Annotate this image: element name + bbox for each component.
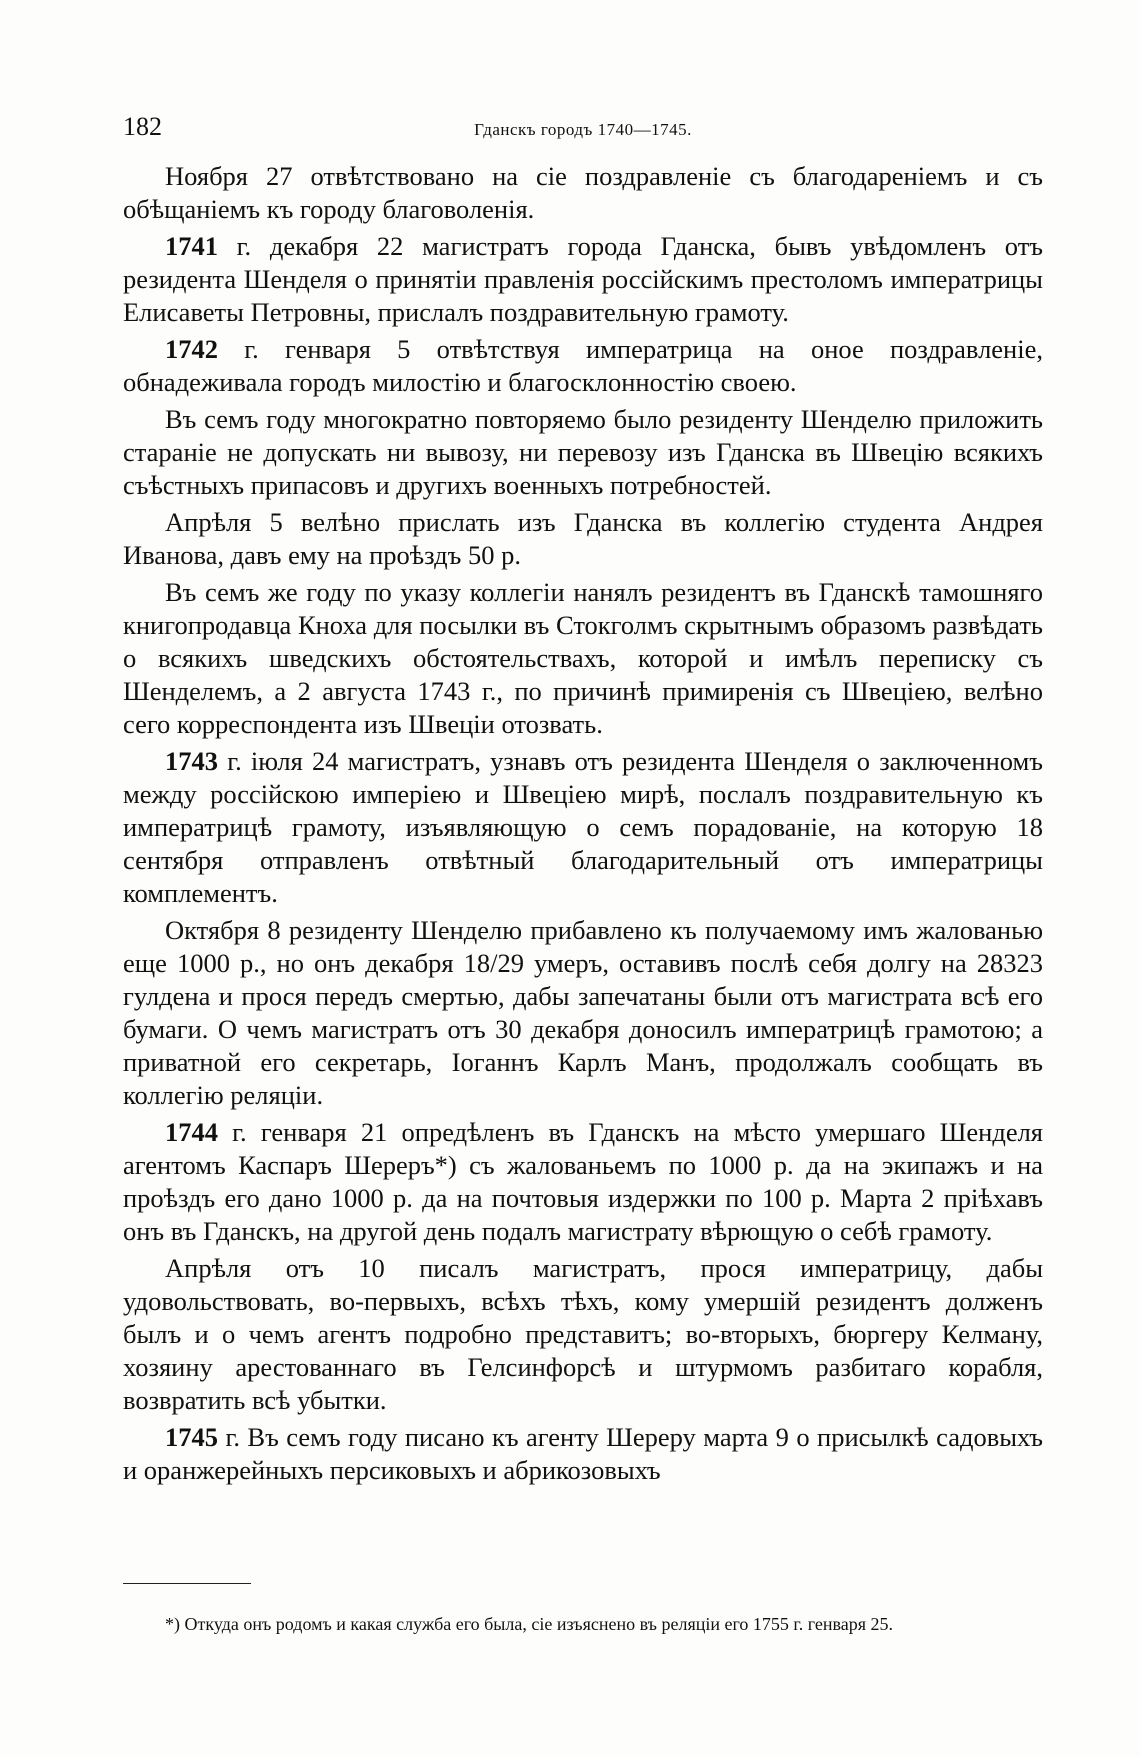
footnote-divider: [123, 1583, 251, 1584]
paragraph: [123, 333, 1043, 399]
paragraph-text: Апрѣля отъ 10 писалъ магистратъ, прося императрицу, дабы удовольствовать, во-первыхъ, всѣхъ тѣхъ, кому умершій резидентъ долженъ былъ и о чемъ агентъ подробно представитъ; во-вторыхъ, бюргеру Келману, хозяину арестованнаго въ Гелсинфорсѣ и штурмомъ разбитаго корабля, возвратить всѣ убытки.: [123, 1253, 1043, 1415]
paragraph-text: Въ семъ году многократно повторяемо было резиденту Шенделю приложить стараніе не допускать ни вывозу, ни перевозу изъ Гданска въ Швецію всякихъ съѣстныхъ припасовъ и другихъ военныхъ потребностей.: [123, 404, 1043, 500]
paragraph: [123, 1116, 1043, 1248]
paragraph-text: Апрѣля 5 велѣно прислать изъ Гданска въ коллегію студента Андрея Иванова, давъ ему на проѣздъ 50 р.: [123, 507, 1043, 570]
page-header: [123, 112, 1043, 148]
footnote: *) Откуда онъ родомъ и какая служба его была, сіе изъяснено въ реляціи его 1755 г. генваря 25.: [165, 1614, 894, 1634]
paragraph: [123, 506, 1043, 572]
paragraph-text: г. генваря 21 опредѣленъ въ Гданскъ на мѣсто умершаго Шенделя агентомъ Каспаръ Шереръ*) съ жалованьемъ по 1000 р. да на экипажъ и на проѣздъ его дано 1000 р. да на почтовыя издержки по 100 р. Марта 2 пріѣхавъ онъ въ Гданскъ, на другой день подалъ магистрату вѣрющую о себѣ грамоту.: [123, 1117, 1043, 1246]
paragraph: [123, 230, 1043, 329]
paragraph-text: г. генваря 5 отвѣтствуя императрица на оное поздравленіе, обнадеживала городъ милостію и благосклонностію своею.: [123, 334, 1043, 397]
year-label: 1742: [165, 334, 218, 364]
paragraph: [123, 160, 1043, 226]
paragraph: [123, 1252, 1043, 1417]
year-label: 1744: [165, 1117, 218, 1147]
body-text: [123, 160, 1043, 1491]
paragraph-text: г. декабря 22 магистратъ города Гданска, бывъ увѣдомленъ отъ резидента Шенделя о принятіи правленія россійскимъ престоломъ императрицы Елисаветы Петровны, прислалъ поздравительную грамоту.: [123, 231, 1043, 327]
paragraph: [123, 745, 1043, 910]
paragraph-text: Въ семъ же году по указу коллегіи нанялъ резидентъ въ Гданскѣ тамошняго книгопродавца Кноха для посылки въ Стокголмъ скрытнымъ образомъ развѣдать о всякихъ шведскихъ обстоятельствахъ, которой и имѣлъ переписку съ Шенделемъ, а 2 августа 1743 г., по причинѣ примиренія съ Швеціею, велѣно сего корреспондента изъ Швеціи отозвать.: [123, 577, 1043, 739]
paragraph: [123, 914, 1043, 1112]
paragraph: [123, 576, 1043, 741]
paragraph-text: Октября 8 резиденту Шенделю прибавлено къ получаемому имъ жалованью еще 1000 р., но онъ декабря 18/29 умеръ, оставивъ послѣ себя долгу на 28323 гулдена и прося передъ смертью, дабы запечатаны были отъ магистрата всѣ его бумаги. О чемъ магистратъ отъ 30 декабря доносилъ императрицѣ грамотою; а приватной его секретарь, Іоганнъ Карлъ Манъ, продолжалъ сообщать въ коллегію реляціи.: [123, 915, 1043, 1110]
year-label: 1743: [165, 746, 218, 776]
year-label: 1745: [165, 1422, 218, 1452]
paragraph: [123, 1421, 1043, 1487]
paragraph-text: Ноября 27 отвѣтствовано на сіе поздравленіе съ благодареніемъ и съ обѣщаніемъ къ городу благоволенія.: [123, 161, 1043, 224]
paragraph: [123, 403, 1043, 502]
running-title: Гданскъ городъ 1740—1745.: [474, 120, 692, 139]
page-number: 182: [123, 112, 162, 141]
paragraph-text: г. Въ семъ году писано къ агенту Шереру марта 9 о присылкѣ садовыхъ и оранжерейныхъ персиковыхъ и абрикозовыхъ: [123, 1422, 1043, 1485]
paragraph-text: г. іюля 24 магистратъ, узнавъ отъ резидента Шенделя о заключенномъ между россійскою имперіею и Швеціею мирѣ, послалъ поздравительную къ императрицѣ грамоту, изъявляющую о семъ порадованіе, на которую 18 сентября отправленъ отвѣтный благодарительный отъ императрицы комплементъ.: [123, 746, 1043, 908]
year-label: 1741: [165, 231, 218, 261]
